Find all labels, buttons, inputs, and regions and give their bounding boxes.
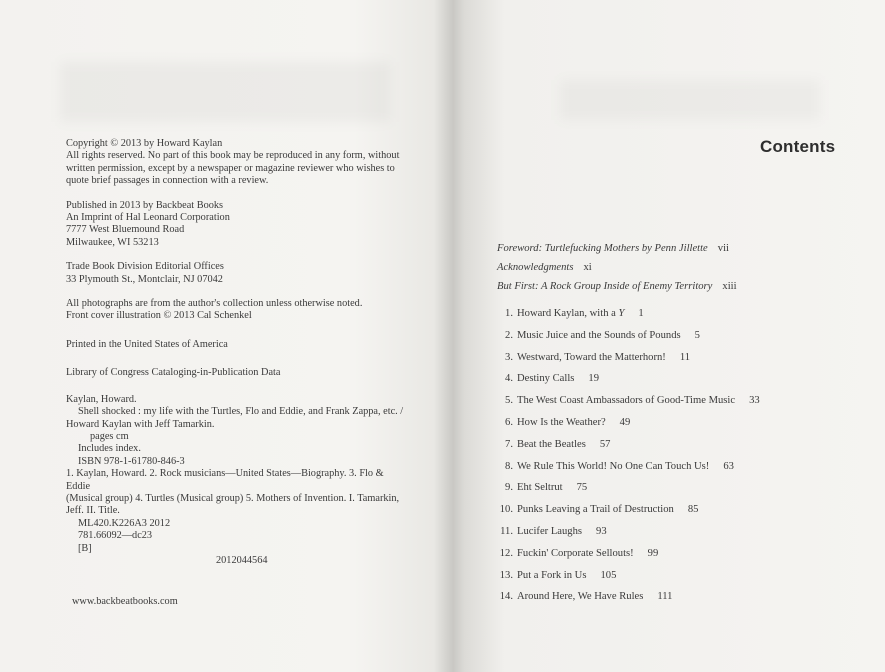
lccn: 2012044564: [216, 554, 268, 566]
chapter-item: 11. Lucifer Laughs 93: [500, 525, 607, 537]
cip-data: Kaylan, Howard. Shell shocked : my life with the Turtles, Flo and Eddie, and Frank Zappa, etc. / Howard Kaylan with Jeff Tamarkin. pages cm Includes index. ISBN 978-1-61780-846-3 1. Kaylan, Howard. 2. Rock musicians—United States—Biography. 3. Flo & Eddie (Musical group) 4. Turtles (Musical group) 5. Mothers of Invention. I. Tamarkin, Jeff. II. Title. ML420.K226A3 2012 781.66092—dc23 [B] 2012044564: [66, 394, 406, 568]
chapter-item: 4. Destiny Calls 19: [505, 373, 599, 385]
copyright-page: [66, 138, 406, 567]
contents-heading: Contents: [760, 137, 836, 156]
chapter-item: 1. Howard Kaylan, with a Y 1: [505, 308, 644, 319]
rights-statement: All rights reserved. No part of this book may be reproduced in any form, without written permission, except by a newspaper or magazine reviewer who wishes to quote brief passages in connection with a review.: [66, 150, 400, 187]
photo-credits: All photographs are from the author's collection unless otherwise noted. Front cover illustration © 2013 Cal Schenkel: [66, 298, 363, 322]
chapter-item: 8. We Rule This World! No One Can Touch Us! 63: [505, 460, 734, 472]
front-matter-item: Foreword: Turtlefucking Mothers by Penn Jillette vii: [497, 243, 729, 254]
chapter-item: 2. Music Juice and the Sounds of Pounds 5: [505, 329, 700, 341]
cip-heading: Library of Congress Cataloging-in-Publication Data: [66, 367, 281, 379]
chapter-item: 12. Fuckin' Corporate Sellouts! 99: [499, 547, 659, 559]
publisher-info: Published in 2013 by Backbeat Books An Imprint of Hal Leonard Corporation 7777 West Bluemound Road Milwaukee, WI 53213: [66, 199, 230, 248]
chapter-list: [497, 303, 760, 608]
printed-in: Printed in the United States of America: [66, 338, 228, 350]
copyright-line: Copyright © 2013 by Howard Kaylan: [66, 138, 223, 149]
front-matter-list: [497, 239, 737, 296]
chapter-item: 3. Westward, Toward the Matterhorn! 11: [505, 351, 691, 363]
chapter-item: 7. Beat the Beatles 57: [505, 438, 611, 450]
chapter-item: 9. Eht Seltrut 75: [505, 482, 588, 494]
front-matter-item: But First: A Rock Group Inside of Enemy Territory xiii: [497, 281, 737, 292]
chapter-item: 10. Punks Leaving a Trail of Destruction 85: [499, 504, 699, 516]
bleed-through-shadow-right: [560, 80, 820, 120]
chapter-item: 13. Put a Fork in Us 105: [499, 569, 617, 581]
editorial-offices: Trade Book Division Editorial Offices 33 Plymouth St., Montclair, NJ 07042: [66, 261, 224, 285]
publisher-website: www.backbeatbooks.com: [72, 596, 178, 607]
chapter-item: 6. How Is the Weather? 49: [505, 416, 631, 428]
chapter-item: 5. The West Coast Ambassadors of Good-Time Music 33: [505, 395, 760, 407]
front-matter-item: Acknowledgments xi: [497, 262, 592, 273]
chapter-item: 14. Around Here, We Have Rules 111: [499, 591, 673, 603]
bleed-through-shadow-left: [60, 62, 390, 122]
